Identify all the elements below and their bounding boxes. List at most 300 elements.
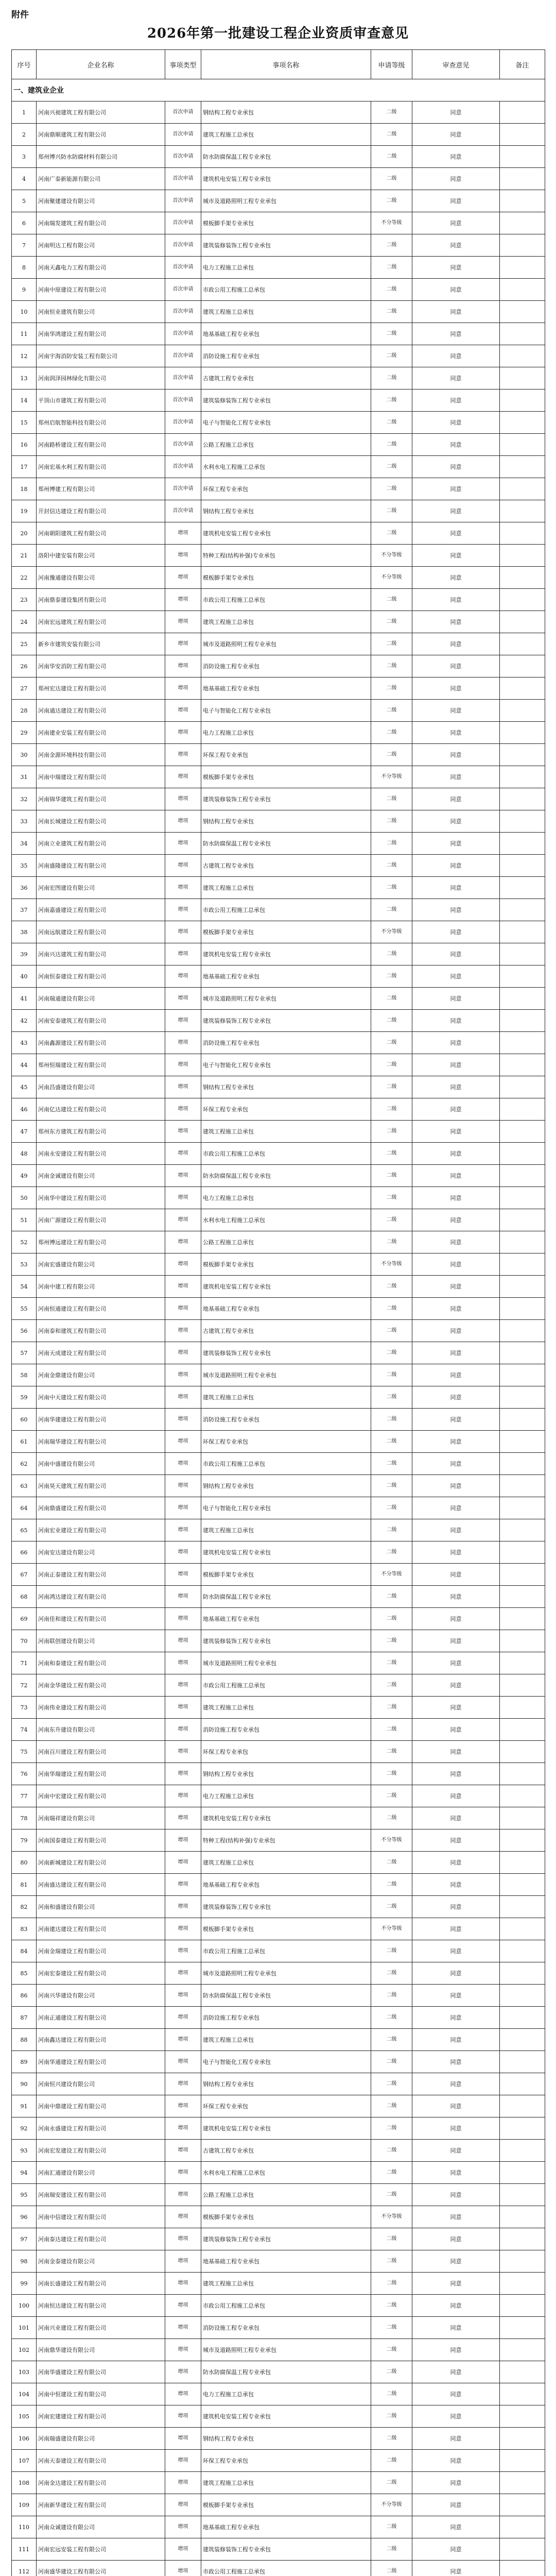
- row-type: 增项: [165, 810, 201, 833]
- row-remark: [500, 722, 545, 744]
- row-level: 不分等级: [371, 545, 412, 567]
- row-remark: [500, 434, 545, 456]
- row-opinion: 同意: [412, 545, 500, 567]
- row-level: 二级: [371, 190, 412, 212]
- row-level: 二级: [371, 1697, 412, 1719]
- row-level: 二级: [371, 1741, 412, 1763]
- row-opinion: 同意: [412, 788, 500, 810]
- table-row: [12, 611, 545, 633]
- row-index: 44: [12, 1054, 37, 1076]
- row-remark: [500, 1187, 545, 1209]
- table-row: [12, 1298, 545, 1320]
- row-opinion: 同意: [412, 877, 500, 899]
- table-row: [12, 212, 545, 234]
- row-level: 二级: [371, 2228, 412, 2250]
- row-opinion: 同意: [412, 2317, 500, 2339]
- row-item: 水利水电工程施工总承包: [201, 1209, 371, 1231]
- table-row: [12, 855, 545, 877]
- row-opinion: 同意: [412, 1497, 500, 1519]
- row-type: 增项: [165, 2383, 201, 2405]
- row-level: 二级: [371, 1497, 412, 1519]
- row-level: 二级: [371, 1165, 412, 1187]
- row-company: 河南恒兴建设有限公司: [37, 2073, 165, 2095]
- row-type: 增项: [165, 2029, 201, 2051]
- row-item: 建筑工程施工总承包: [201, 2029, 371, 2051]
- row-type: 增项: [165, 1076, 201, 1098]
- row-company: 河南汇通建设有限公司: [37, 2162, 165, 2184]
- table-row: [12, 833, 545, 855]
- row-opinion: 同意: [412, 965, 500, 988]
- row-company: 河南金华建设工程有限公司: [37, 1674, 165, 1697]
- row-remark: [500, 2405, 545, 2428]
- row-item: 模板脚手架专业承包: [201, 212, 371, 234]
- row-type: 增项: [165, 2339, 201, 2361]
- row-company: 河南华安消防工程有限公司: [37, 655, 165, 677]
- row-type: 增项: [165, 1165, 201, 1187]
- row-opinion: 同意: [412, 677, 500, 700]
- row-item: 市政公用工程施工总承包: [201, 2295, 371, 2317]
- table-row: [12, 1608, 545, 1630]
- row-type: 首次申请: [165, 389, 201, 412]
- table-row: [12, 234, 545, 257]
- row-type: 增项: [165, 2317, 201, 2339]
- row-opinion: 同意: [412, 146, 500, 168]
- row-level: 二级: [371, 1719, 412, 1741]
- row-opinion: 同意: [412, 2450, 500, 2472]
- row-index: 25: [12, 633, 37, 655]
- row-remark: [500, 279, 545, 301]
- row-index: 106: [12, 2428, 37, 2450]
- row-type: 增项: [165, 1364, 201, 1386]
- row-level: 二级: [371, 2538, 412, 2561]
- row-type: 增项: [165, 1962, 201, 1985]
- row-company: 河南聚建建设有限公司: [37, 190, 165, 212]
- table-row: [12, 1829, 545, 1852]
- row-company: 郑州博建工程有限公司: [37, 478, 165, 500]
- row-type: 增项: [165, 1719, 201, 1741]
- row-type: 增项: [165, 2162, 201, 2184]
- row-opinion: 同意: [412, 1519, 500, 1541]
- row-type: 增项: [165, 855, 201, 877]
- row-item: 环保工程专业承包: [201, 1431, 371, 1453]
- row-remark: [500, 1209, 545, 1231]
- header-opinion: 审查意见: [412, 50, 500, 79]
- row-type: 增项: [165, 2117, 201, 2140]
- row-item: 建筑机电安装工程专业承包: [201, 168, 371, 190]
- row-remark: [500, 2162, 545, 2184]
- row-company: 新乡市建筑安装有限公司: [37, 633, 165, 655]
- row-remark: [500, 1674, 545, 1697]
- table-row: [12, 301, 545, 323]
- table-row: [12, 1940, 545, 1962]
- row-index: 14: [12, 389, 37, 412]
- row-remark: [500, 1874, 545, 1896]
- row-item: 地基基础工程专业承包: [201, 2516, 371, 2538]
- row-company: 河南瑞盛建设有限公司: [37, 2428, 165, 2450]
- row-index: 104: [12, 2383, 37, 2405]
- row-type: 增项: [165, 2472, 201, 2494]
- row-type: 增项: [165, 766, 201, 788]
- row-type: 增项: [165, 1829, 201, 1852]
- row-level: 二级: [371, 500, 412, 522]
- row-remark: [500, 810, 545, 833]
- row-type: 增项: [165, 1054, 201, 1076]
- row-level: 二级: [371, 1231, 412, 1253]
- row-opinion: 同意: [412, 2295, 500, 2317]
- row-remark: [500, 522, 545, 545]
- row-item: 建筑工程施工总承包: [201, 1121, 371, 1143]
- row-company: 河南中瑞建设工程有限公司: [37, 766, 165, 788]
- table-row: [12, 124, 545, 146]
- row-item: 模板脚手架专业承包: [201, 2494, 371, 2516]
- row-type: 增项: [165, 921, 201, 943]
- row-opinion: 同意: [412, 2428, 500, 2450]
- row-company: 河南百川建设工程有限公司: [37, 1741, 165, 1763]
- table-row: [12, 744, 545, 766]
- row-type: 增项: [165, 2206, 201, 2228]
- row-level: 不分等级: [371, 1564, 412, 1586]
- row-company: 河南鸿达建设工程有限公司: [37, 1586, 165, 1608]
- row-remark: [500, 1652, 545, 1674]
- row-index: 87: [12, 2007, 37, 2029]
- row-company: 洛阳中建安装有限公司: [37, 545, 165, 567]
- row-remark: [500, 2007, 545, 2029]
- row-company: 河南新城建设工程有限公司: [37, 1852, 165, 1874]
- row-index: 68: [12, 1586, 37, 1608]
- row-opinion: 同意: [412, 1918, 500, 1940]
- row-company: 河南宏泰建设工程有限公司: [37, 1962, 165, 1985]
- row-company: 河南远航建设工程有限公司: [37, 921, 165, 943]
- row-company: 平顶山市建筑工程有限公司: [37, 389, 165, 412]
- row-level: 二级: [371, 2361, 412, 2383]
- row-item: 地基基础工程专业承包: [201, 1874, 371, 1896]
- table-row: [12, 500, 545, 522]
- row-company: 河南鑫达建设工程有限公司: [37, 2029, 165, 2051]
- row-opinion: 同意: [412, 367, 500, 389]
- row-opinion: 同意: [412, 2007, 500, 2029]
- row-index: 23: [12, 589, 37, 611]
- row-item: 建筑工程施工总承包: [201, 877, 371, 899]
- row-item: 市政公用工程施工总承包: [201, 1940, 371, 1962]
- row-index: 62: [12, 1453, 37, 1475]
- row-remark: [500, 101, 545, 124]
- row-remark: [500, 1121, 545, 1143]
- row-item: 模板脚手架专业承包: [201, 766, 371, 788]
- row-level: 二级: [371, 2117, 412, 2140]
- table-row: [12, 2073, 545, 2095]
- row-opinion: 同意: [412, 2228, 500, 2250]
- row-company: 河南中盛建设有限公司: [37, 1453, 165, 1475]
- row-index: 79: [12, 1829, 37, 1852]
- row-opinion: 同意: [412, 1342, 500, 1364]
- row-type: 增项: [165, 2273, 201, 2295]
- row-index: 10: [12, 301, 37, 323]
- row-remark: [500, 146, 545, 168]
- row-company: 河南宏建建设工程有限公司: [37, 2405, 165, 2428]
- row-item: 环保工程专业承包: [201, 2095, 371, 2117]
- row-level: 二级: [371, 1630, 412, 1652]
- table-row: [12, 1276, 545, 1298]
- row-remark: [500, 855, 545, 877]
- table-row: [12, 456, 545, 478]
- table-row: [12, 1386, 545, 1409]
- row-level: 二级: [371, 1098, 412, 1121]
- row-remark: [500, 877, 545, 899]
- row-remark: [500, 1098, 545, 1121]
- row-index: 102: [12, 2339, 37, 2361]
- table-row: [12, 1475, 545, 1497]
- row-remark: [500, 124, 545, 146]
- row-company: 河南昊天建筑工程有限公司: [37, 1475, 165, 1497]
- row-company: 河南中宏建设工程有限公司: [37, 1785, 165, 1807]
- table-row: [12, 1874, 545, 1896]
- row-item: 消防设施工程专业承包: [201, 655, 371, 677]
- row-remark: [500, 1719, 545, 1741]
- section-row: [12, 79, 545, 101]
- row-item: 防水防腐保温工程专业承包: [201, 833, 371, 855]
- row-company: 河南瑞华建设工程有限公司: [37, 1431, 165, 1453]
- row-remark: [500, 1253, 545, 1276]
- row-level: 不分等级: [371, 212, 412, 234]
- row-remark: [500, 766, 545, 788]
- row-remark: [500, 2538, 545, 2561]
- row-remark: [500, 1519, 545, 1541]
- header-index: 序号: [12, 50, 37, 79]
- row-opinion: 同意: [412, 301, 500, 323]
- row-opinion: 同意: [412, 257, 500, 279]
- row-item: 防水防腐保温工程专业承包: [201, 1586, 371, 1608]
- row-index: 60: [12, 1409, 37, 1431]
- row-item: 消防设施工程专业承包: [201, 1032, 371, 1054]
- table-row: [12, 1054, 545, 1076]
- row-level: 不分等级: [371, 1253, 412, 1276]
- row-company: 河南豫通建设有限公司: [37, 567, 165, 589]
- row-level: 二级: [371, 257, 412, 279]
- row-company: 郑州博远建设工程有限公司: [37, 1231, 165, 1253]
- row-company: 河南鼎顺建筑工程有限公司: [37, 124, 165, 146]
- row-opinion: 同意: [412, 1697, 500, 1719]
- table-row: [12, 1652, 545, 1674]
- row-type: 增项: [165, 1652, 201, 1674]
- row-company: 河南朝阳建筑工程有限公司: [37, 522, 165, 545]
- row-company: 河南建业安装工程有限公司: [37, 722, 165, 744]
- row-level: 不分等级: [371, 1918, 412, 1940]
- row-type: 首次申请: [165, 323, 201, 345]
- table-row: [12, 877, 545, 899]
- table-row: [12, 1209, 545, 1231]
- table-row: [12, 589, 545, 611]
- row-item: 钢结构工程专业承包: [201, 1076, 371, 1098]
- table-row: [12, 988, 545, 1010]
- row-level: 二级: [371, 234, 412, 257]
- row-item: 消防设施工程专业承包: [201, 2317, 371, 2339]
- row-type: 首次申请: [165, 212, 201, 234]
- row-item: 市政公用工程施工总承包: [201, 1674, 371, 1697]
- row-type: 增项: [165, 1630, 201, 1652]
- row-level: 二级: [371, 1807, 412, 1829]
- row-company: 河南恒业建筑有限公司: [37, 301, 165, 323]
- row-index: 112: [12, 2561, 37, 2576]
- row-level: 二级: [371, 2339, 412, 2361]
- row-opinion: 同意: [412, 2273, 500, 2295]
- table-row: [12, 1187, 545, 1209]
- table-row: [12, 2361, 545, 2383]
- row-index: 80: [12, 1852, 37, 1874]
- row-company: 河南亿达建设工程有限公司: [37, 1098, 165, 1121]
- row-opinion: 同意: [412, 1231, 500, 1253]
- row-level: 二级: [371, 323, 412, 345]
- row-item: 防水防腐保温工程专业承包: [201, 1165, 371, 1187]
- row-level: 二级: [371, 722, 412, 744]
- row-level: 二级: [371, 1453, 412, 1475]
- row-company: 河南天成建设工程有限公司: [37, 1342, 165, 1364]
- row-level: 二级: [371, 522, 412, 545]
- row-opinion: 同意: [412, 1785, 500, 1807]
- table-row: [12, 1719, 545, 1741]
- row-level: 二级: [371, 810, 412, 833]
- row-type: 增项: [165, 877, 201, 899]
- row-level: 二级: [371, 2516, 412, 2538]
- row-index: 63: [12, 1475, 37, 1497]
- table-row: [12, 965, 545, 988]
- row-level: 二级: [371, 1054, 412, 1076]
- row-item: 钢结构工程专业承包: [201, 1475, 371, 1497]
- row-opinion: 同意: [412, 1320, 500, 1342]
- row-index: 83: [12, 1918, 37, 1940]
- row-type: 增项: [165, 1143, 201, 1165]
- row-level: 二级: [371, 1985, 412, 2007]
- row-index: 110: [12, 2516, 37, 2538]
- row-remark: [500, 1032, 545, 1054]
- row-company: 河南伟业建设工程有限公司: [37, 1697, 165, 1719]
- row-opinion: 同意: [412, 1896, 500, 1918]
- row-item: 钢结构工程专业承包: [201, 101, 371, 124]
- row-company: 河南长城建设工程有限公司: [37, 810, 165, 833]
- row-level: 二级: [371, 2273, 412, 2295]
- row-remark: [500, 345, 545, 367]
- row-type: 增项: [165, 1253, 201, 1276]
- table-row: [12, 2206, 545, 2228]
- row-item: 建筑工程施工总承包: [201, 124, 371, 146]
- table-row: [12, 1564, 545, 1586]
- row-level: 二级: [371, 988, 412, 1010]
- row-level: 二级: [371, 611, 412, 633]
- row-type: 增项: [165, 1298, 201, 1320]
- row-index: 57: [12, 1342, 37, 1364]
- row-item: 建筑装修装饰工程专业承包: [201, 389, 371, 412]
- row-remark: [500, 567, 545, 589]
- table-row: [12, 1519, 545, 1541]
- row-item: 公路工程施工总承包: [201, 2184, 371, 2206]
- row-company: 河南华建建设工程有限公司: [37, 1409, 165, 1431]
- table-header-row: [12, 50, 545, 79]
- row-opinion: 同意: [412, 589, 500, 611]
- row-level: 二级: [371, 345, 412, 367]
- header-level: 申请等级: [371, 50, 412, 79]
- row-remark: [500, 921, 545, 943]
- row-opinion: 同意: [412, 345, 500, 367]
- row-opinion: 同意: [412, 722, 500, 744]
- row-level: 二级: [371, 788, 412, 810]
- row-type: 增项: [165, 1940, 201, 1962]
- row-opinion: 同意: [412, 810, 500, 833]
- row-level: 二级: [371, 1652, 412, 1674]
- row-level: 二级: [371, 2295, 412, 2317]
- row-level: 二级: [371, 899, 412, 921]
- table-row: [12, 2095, 545, 2117]
- row-index: 86: [12, 1985, 37, 2007]
- table-row: [12, 1852, 545, 1874]
- row-remark: [500, 788, 545, 810]
- row-company: 河南永盛建设工程有限公司: [37, 2117, 165, 2140]
- row-company: 郑州东方建筑工程有限公司: [37, 1121, 165, 1143]
- row-type: 增项: [165, 1918, 201, 1940]
- row-item: 城市及道路照明工程专业承包: [201, 190, 371, 212]
- row-opinion: 同意: [412, 921, 500, 943]
- row-remark: [500, 1940, 545, 1962]
- row-index: 91: [12, 2095, 37, 2117]
- row-opinion: 同意: [412, 1054, 500, 1076]
- row-company: 河南正通建设工程有限公司: [37, 2007, 165, 2029]
- table-row: [12, 1630, 545, 1652]
- row-company: 河南中恒建设工程有限公司: [37, 2383, 165, 2405]
- row-item: 特种工程(结构补强)专业承包: [201, 545, 371, 567]
- row-index: 28: [12, 700, 37, 722]
- table-row: [12, 345, 545, 367]
- row-type: 增项: [165, 1475, 201, 1497]
- row-type: 增项: [165, 700, 201, 722]
- row-item: 建筑装修装饰工程专业承包: [201, 2538, 371, 2561]
- row-type: 增项: [165, 1431, 201, 1453]
- row-item: 公路工程施工总承包: [201, 434, 371, 456]
- table-row: [12, 1674, 545, 1697]
- row-opinion: 同意: [412, 2029, 500, 2051]
- row-index: 47: [12, 1121, 37, 1143]
- row-company: 河南鼎华建设有限公司: [37, 2339, 165, 2361]
- row-remark: [500, 589, 545, 611]
- row-remark: [500, 1276, 545, 1298]
- row-item: 建筑机电安装工程专业承包: [201, 2405, 371, 2428]
- row-item: 电子与智能化工程专业承包: [201, 1054, 371, 1076]
- row-remark: [500, 1298, 545, 1320]
- row-index: 64: [12, 1497, 37, 1519]
- row-index: 77: [12, 1785, 37, 1807]
- row-index: 34: [12, 833, 37, 855]
- row-level: 不分等级: [371, 567, 412, 589]
- row-index: 27: [12, 677, 37, 700]
- row-type: 增项: [165, 2051, 201, 2073]
- row-index: 12: [12, 345, 37, 367]
- row-item: 建筑机电安装工程专业承包: [201, 1541, 371, 1564]
- row-company: 河南兴昶建筑工程有限公司: [37, 101, 165, 124]
- row-remark: [500, 1896, 545, 1918]
- row-remark: [500, 2073, 545, 2095]
- row-company: 河南华盛建设工程有限公司: [37, 2361, 165, 2383]
- row-opinion: 同意: [412, 389, 500, 412]
- table-row: [12, 2295, 545, 2317]
- row-index: 55: [12, 1298, 37, 1320]
- row-opinion: 同意: [412, 2095, 500, 2117]
- row-opinion: 同意: [412, 2538, 500, 2561]
- table-row: [12, 522, 545, 545]
- table-row: [12, 899, 545, 921]
- row-opinion: 同意: [412, 744, 500, 766]
- row-item: 建筑装修装饰工程专业承包: [201, 1630, 371, 1652]
- row-company: 河南中鼎建设工程有限公司: [37, 2095, 165, 2117]
- row-index: 42: [12, 1010, 37, 1032]
- row-index: 52: [12, 1231, 37, 1253]
- row-item: 市政公用工程施工总承包: [201, 2561, 371, 2576]
